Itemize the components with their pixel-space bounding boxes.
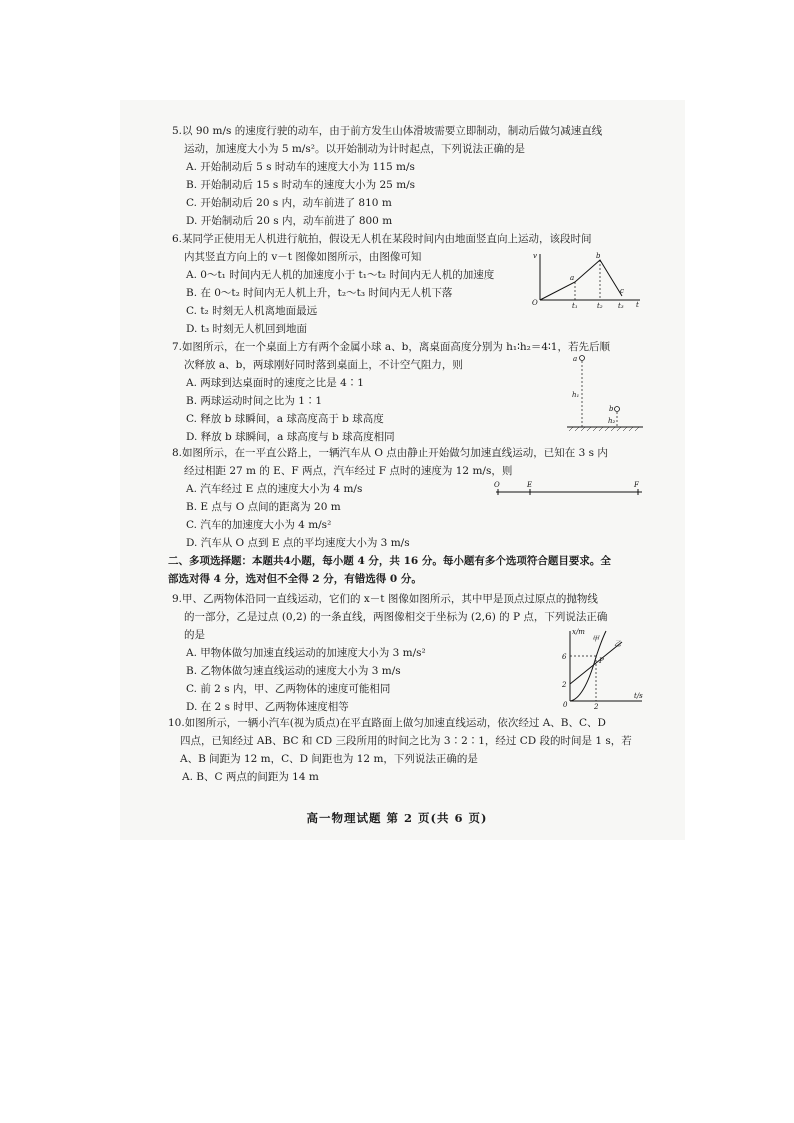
- question-10-stem-cont: 四点，已知经过 AB、BC 和 CD 三段所用的时间之比为 3∶2∶1，经过 CD 段的时间是 1 s，若: [180, 735, 632, 747]
- question-6-stem: 6.某同学正使用无人机进行航拍，假设无人机在某段时间内由地面竖直向上运动，该段时间: [172, 233, 592, 245]
- q7-drop-figure: [565, 352, 645, 434]
- q6-point-c: c: [620, 287, 624, 295]
- q9-x-axis-label: t/s: [634, 692, 643, 700]
- q7-h1-label: h₁: [572, 391, 580, 399]
- question-7-option-d: D. 释放 b 球瞬间，a 球高度与 b 球高度相同: [186, 431, 395, 443]
- q9-y-axis-label: x/m: [572, 628, 585, 636]
- q9-y-tick-6: 6: [562, 653, 567, 661]
- q9-origin-label: 0: [563, 701, 568, 709]
- question-6-option-a: A. 0～t₁ 时间内无人机的加速度小于 t₁～t₂ 时间内无人机的加速度: [186, 269, 495, 281]
- q6-point-a: a: [570, 274, 575, 282]
- question-10-option-a: A. B、C 两点的间距为 14 m: [182, 771, 319, 783]
- question-7-option-b: B. 两球运动时间之比为 1∶1: [186, 395, 323, 407]
- question-8-option-d: D. 汽车从 O 点到 E 点的平均速度大小为 3 m/s: [186, 537, 410, 549]
- question-7-stem-cont: 次释放 a、b，两球刚好同时落到桌面上，不计空气阻力，则: [184, 359, 463, 371]
- section-2-line-1: 二、多项选择题：本题共4小题，每小题 4 分，共 16 分。每小题有多个选项符合题目要求。全: [168, 555, 611, 567]
- question-6-option-b: B. 在 0～t₂ 时间内无人机上升，t₂～t₃ 时间内无人机下落: [186, 287, 453, 299]
- q8-road-diagram: [488, 478, 646, 500]
- q6-vt-graph: [530, 250, 645, 310]
- q8-point-o: O: [494, 481, 500, 489]
- question-9-stem-cont-2: 的是: [184, 629, 205, 641]
- question-5-option-b: B. 开始制动后 15 s 时动车的速度大小为 25 m/s: [186, 179, 416, 191]
- question-10-stem-cont-2: A、B 间距为 12 m，C、D 间距也为 12 m，下列说法正确的是: [180, 753, 478, 765]
- section-2-header: [168, 552, 611, 588]
- q6-origin-label: O: [532, 299, 538, 307]
- question-9-stem-cont: 的一部分，乙是过点 (0,2) 的一条直线，两图像相交于坐标为 (2,6) 的 P 点，下列说法正确: [184, 611, 608, 623]
- question-8-option-a: A. 汽车经过 E 点的速度大小为 4 m/s: [186, 483, 363, 495]
- question-5-option-d: D. 开始制动后 20 s 内，动车前进了 800 m: [186, 215, 393, 227]
- question-7-option-a: A. 两球到达桌面时的速度之比是 4∶1: [186, 377, 364, 389]
- question-6-stem-cont: 内其竖直方向上的 v－t 图像如图所示，由图像可知: [184, 251, 422, 263]
- q6-t2-label: t₂: [597, 302, 603, 310]
- q6-t3-label: t₃: [618, 302, 624, 310]
- q9-xt-graph: [556, 625, 646, 710]
- q7-ball-b-label: b: [609, 405, 614, 413]
- q9-jia-label: 甲: [592, 635, 599, 643]
- question-9-option-c: C. 前 2 s 内，甲、乙两物体的速度可能相同: [186, 683, 391, 695]
- question-9-option-a: A. 甲物体做匀加速直线运动的加速度大小为 3 m/s²: [186, 647, 426, 659]
- q9-y-tick-2: 2: [562, 681, 567, 689]
- question-7-stem: 7.如图所示，在一个桌面上方有两个金属小球 a、b，离桌面高度分别为 h₁∶h₂＝4∶1，若先后顺: [172, 341, 610, 353]
- question-10-stem: 10.如图所示，一辆小汽车(视为质点)在平直路面上做匀加速直线运动，依次经过 A、B、C、D: [168, 717, 606, 729]
- question-9-option-d: D. 在 2 s 时甲、乙两物体速度相等: [186, 701, 349, 713]
- question-5-stem: 5.以 90 m/s 的速度行驶的动车，由于前方发生山体滑坡需要立即制动，制动后做匀减速直线: [172, 125, 603, 137]
- section-2-line-2: 部选对得 4 分，选对但不全得 2 分，有错选得 0 分。: [168, 573, 422, 585]
- q6-v-label: v: [533, 252, 537, 260]
- question-5: [172, 122, 652, 230]
- question-5-stem-cont: 运动，加速度大小为 5 m/s²。以开始制动为计时起点，下列说法正确的是: [184, 143, 525, 155]
- question-6-option-c: C. t₂ 时刻无人机离地面最远: [186, 305, 318, 317]
- question-5-option-c: C. 开始制动后 20 s 内，动车前进了 810 m: [186, 197, 392, 209]
- question-10: [168, 714, 648, 786]
- q8-point-e: E: [527, 481, 533, 489]
- question-8-stem: 8.如图所示，在一平直公路上，一辆汽车从 O 点由静止开始做匀加速直线运动，已知在 3 s 内: [172, 447, 608, 459]
- question-9-option-b: B. 乙物体做匀速直线运动的速度大小为 3 m/s: [186, 665, 401, 677]
- question-5-option-a: A. 开始制动后 5 s 时动车的速度大小为 115 m/s: [186, 161, 415, 173]
- q7-ball-a-label: a: [573, 355, 578, 363]
- q7-h2-label: h₂: [608, 417, 616, 425]
- question-8-option-c: C. 汽车的加速度大小为 4 m/s²: [186, 519, 332, 531]
- q9-x-tick-2: 2: [594, 703, 599, 710]
- q8-point-f: F: [634, 481, 639, 489]
- question-8-option-b: B. E 点与 O 点间的距离为 20 m: [186, 501, 341, 513]
- question-8-stem-cont: 经过相距 27 m 的 E、F 两点，汽车经过 F 点时的速度为 12 m/s，则: [184, 465, 513, 477]
- question-7-option-c: C. 释放 b 球瞬间，a 球高度高于 b 球高度: [186, 413, 384, 425]
- q6-point-b: b: [596, 252, 601, 260]
- question-6-option-d: D. t₃ 时刻无人机回到地面: [186, 323, 307, 335]
- question-9-stem: 9.甲、乙两物体沿同一直线运动，它们的 x－t 图像如图所示，其中甲是顶点过原点的抛物线: [172, 593, 598, 605]
- q6-t-label: t: [636, 301, 639, 309]
- q6-t1-label: t₁: [572, 302, 578, 310]
- q9-point-p: P: [599, 657, 604, 665]
- q9-yi-label: 乙: [614, 640, 621, 648]
- page-footer: 高一物理试题 第 2 页(共 6 页): [306, 811, 488, 825]
